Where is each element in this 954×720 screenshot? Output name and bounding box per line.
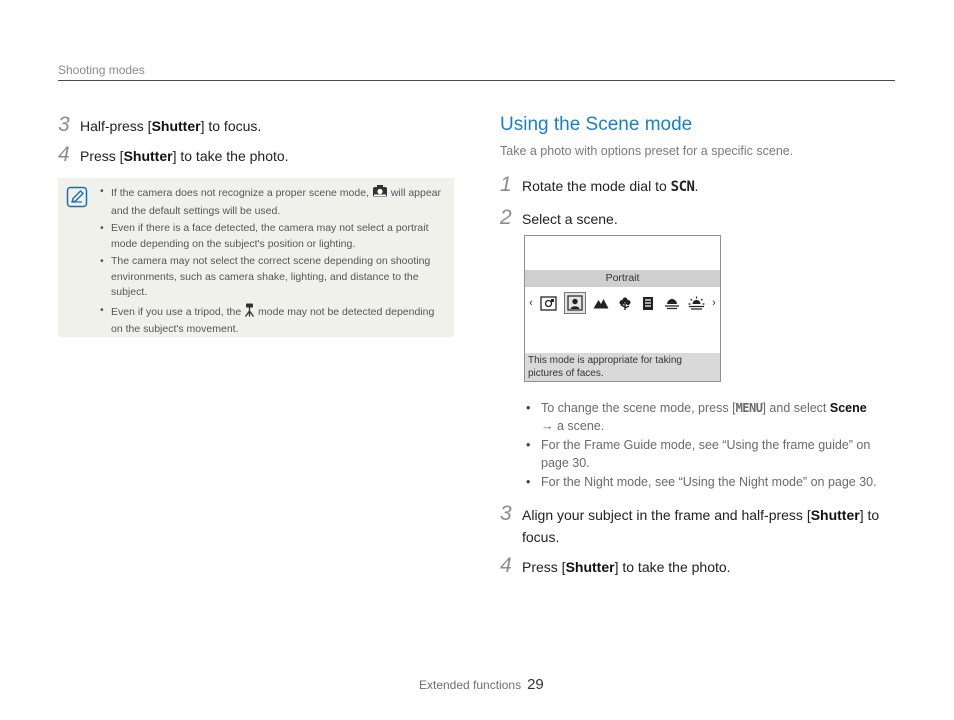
note-text: mode may not be detected depending on the subject's movement. — [111, 305, 435, 335]
shutter-key-label: Shutter — [151, 118, 201, 134]
menu-button-icon: MENU — [735, 401, 763, 415]
sunset-icon[interactable] — [663, 294, 681, 312]
text-icon[interactable] — [639, 294, 657, 312]
tip-text: ] and select — [762, 401, 830, 415]
right-step-4 — [500, 555, 731, 578]
step-text-pre: Align your subject in the frame and half-press [ — [522, 507, 811, 523]
tip-item — [524, 399, 896, 435]
tripod-icon — [244, 303, 255, 323]
header-divider — [58, 80, 895, 81]
note-item: • Even if there is a face detected, the camera may not select a portrait mode depending on the subject's position or lighting. — [98, 221, 448, 252]
right-step-1 — [500, 174, 698, 198]
step-text-post: ] to focus. — [200, 118, 262, 134]
right-arrow-icon[interactable]: › — [712, 297, 716, 309]
portrait-icon[interactable] — [564, 292, 586, 314]
footer-label: Extended functions — [419, 678, 522, 692]
step-text — [80, 145, 289, 167]
left-step-4 — [58, 144, 289, 167]
dawn-icon[interactable] — [687, 294, 705, 312]
scene-option-label: Scene — [829, 401, 867, 415]
smart-scene-icon — [372, 184, 388, 204]
step-text-pre: Rotate the mode dial to — [522, 178, 667, 194]
step-text — [80, 115, 261, 137]
shutter-key-label: Shutter — [565, 559, 615, 575]
scene-description: This mode is appropriate for taking pictures of faces. — [525, 353, 720, 381]
note-item: • The camera may not select the correct scene depending on shooting environments, such as camera shake, lighting, and distance to the subject. — [98, 254, 448, 301]
note-text: If the camera does not recognize a proper scene mode, — [111, 187, 369, 199]
tip-text: → a scene. — [541, 419, 605, 433]
left-arrow-icon[interactable]: ‹ — [529, 297, 533, 309]
tip-item: • For the Night mode, see “Using the Night mode” on page 30. — [524, 473, 896, 491]
note-list — [98, 184, 448, 340]
step-number: 1 — [500, 173, 512, 196]
right-step-2 — [500, 207, 618, 230]
tip-text: To change the scene mode, press [ — [541, 401, 736, 415]
step-text: Select a scene. — [522, 211, 618, 227]
step-text-post: ] to focus. — [522, 507, 880, 545]
step-number: 2 — [500, 206, 512, 229]
step-text — [522, 175, 698, 198]
step-text-pre: Press [ — [522, 559, 566, 575]
shutter-key-label: Shutter — [123, 148, 173, 164]
scene-label-bar: Portrait — [525, 270, 720, 287]
note-item — [98, 184, 448, 219]
running-header: Shooting modes — [58, 63, 145, 77]
step-number: 3 — [58, 113, 70, 136]
scene-icon-strip — [525, 291, 720, 315]
tip-item: • For the Frame Guide mode, see “Using the frame guide” on page 30. — [524, 436, 896, 472]
step-number: 4 — [58, 143, 70, 166]
page-number: 29 — [527, 676, 544, 693]
step-text-pre: Press [ — [80, 148, 124, 164]
note-pencil-icon — [66, 186, 88, 208]
step-text-post: . — [694, 178, 699, 194]
step-number: 3 — [500, 502, 512, 525]
step-text-post: ] to take the photo. — [614, 559, 731, 575]
right-step-3 — [500, 503, 896, 548]
step-text-post: ] to take the photo. — [172, 148, 289, 164]
smart-auto-icon[interactable] — [540, 294, 558, 312]
note-text: will appear and the default settings will be used. — [111, 187, 442, 217]
note-text: Even if you use a tripod, the — [111, 305, 242, 318]
step-number: 4 — [500, 554, 512, 577]
note-item — [98, 303, 448, 338]
step-text — [522, 556, 731, 578]
left-step-3 — [58, 114, 261, 137]
shutter-key-label: Shutter — [810, 507, 860, 523]
page-footer — [419, 676, 544, 693]
landscape-icon[interactable] — [592, 294, 610, 312]
step-text-pre: Half-press [ — [80, 118, 152, 134]
section-title: Using the Scene mode — [500, 114, 693, 135]
section-subtitle: Take a photo with options preset for a specific scene. — [500, 144, 794, 158]
camera-lcd-screen — [524, 235, 721, 382]
scn-mode-icon: SCN — [670, 179, 695, 195]
scene-tips-list — [524, 399, 896, 492]
macro-icon[interactable] — [616, 294, 634, 312]
step-text — [522, 504, 896, 548]
